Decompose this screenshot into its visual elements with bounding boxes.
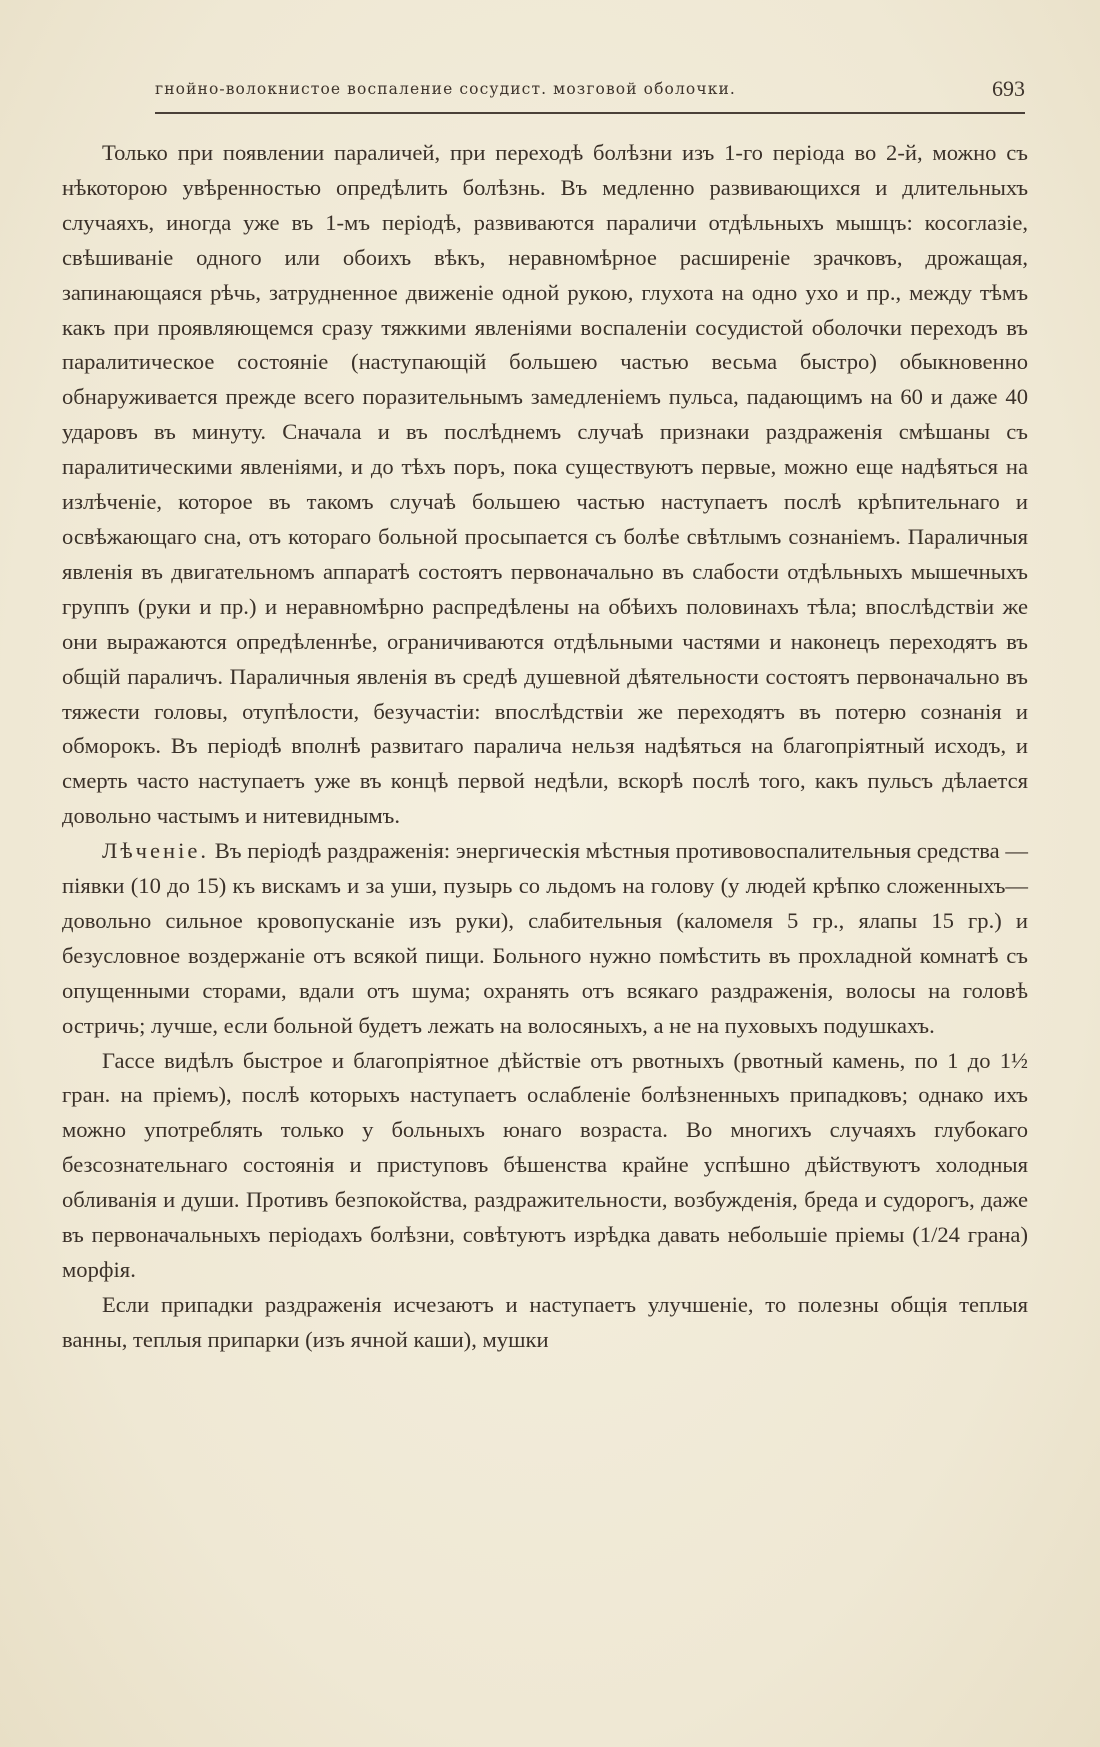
paragraph [62,834,1028,1043]
paragraph-text: Гассе видѣлъ быстрое и благопріятное дѣйствіе отъ рвотныхъ (рвотный камень, по 1 до 1½ гран. на пріемъ), послѣ которыхъ наступаетъ ослабленіе болѣзненныхъ припадковъ; однако ихъ можно употреблять только у больныхъ юнаго возраста. Во многихъ случаяхъ глубокаго безсознательнаго состоянія и приступовъ бѣшенства крайне успѣшно дѣйствуютъ холодныя обливанія и души. Противъ безпокойства, раздражительности, возбужденія, бреда и судорогъ, даже въ первоначальныхъ періодахъ болѣзни, совѣтуютъ изрѣдка давать небольшіе пріемы (1/24 грана) морфія. [62,1047,1028,1282]
paragraph [62,136,1028,834]
paragraph-text: Въ періодѣ раздраженія: энергическія мѣстныя противовоспалительныя средства — піявки (10 до 15) къ вискамъ и за уши, пузырь со льдомъ на голову (у людей крѣпко сложенныхъ—довольно сильное кровопусканіе изъ руки), слабительныя (каломеля 5 гр., ялапы 15 гр.) и безусловное воздержаніе отъ всякой пищи. Больного нужно помѣстить въ прохладной комнатѣ съ опущенными сторами, вдали отъ шума; охранять отъ всякаго раздраженія, волосы на головѣ остричь; лучше, если больной будетъ лежать на волосяныхъ, а не на пуховыхъ подушкахъ. [62,838,1028,1038]
paragraph [62,1044,1028,1288]
section-heading-treatment: Лѣченіе. [102,838,210,864]
running-header [155,76,1025,114]
page-number: 693 [992,76,1025,101]
running-header-title: гнойно-волокнистое воспаление сосудист. мозговой оболочки. [155,80,736,98]
paragraph [62,1288,1028,1358]
paragraph-text: Если припадки раздраженія исчезаютъ и наступаетъ улучшеніе, то полезны общія теплыя ванны, теплыя припарки (изъ ячной каши), мушки [62,1291,1028,1352]
body-text [62,136,1028,1358]
paragraph-text: Только при появлении параличей, при переходѣ болѣзни изъ 1-го періода во 2-й, можно съ нѣкоторою увѣренностью опредѣлить болѣзнь. Въ медленно развивающихся и длительныхъ случаяхъ, иногда уже въ 1-мъ періодѣ, развиваются параличи отдѣльныхъ мышцъ: косоглазіе, свѣшиваніе одного или обоихъ вѣкъ, неравномѣрное расширеніе зрачковъ, дрожащая, запинающаяся рѣчь, затрудненное движеніе одной рукою, глухота на одно ухо и пр., между тѣмъ какъ при проявляющемся сразу тяжкими явленіями воспаленіи сосудистой оболочки переходъ въ паралитическое состояніе (наступающій большею частью весьма быстро) обыкновенно обнаруживается прежде всего поразительнымъ замедленіемъ пульса, падающимъ на 60 и даже 40 ударовъ въ минуту. Сначала и въ послѣднемъ случаѣ признаки раздраженія смѣшаны съ паралитическими явленіями, и до тѣхъ поръ, пока существуютъ первые, можно еще надѣяться на излѣченіе, которое въ такомъ случаѣ большею частью наступаетъ послѣ крѣпительнаго и освѣжающаго сна, отъ котораго больной просыпается съ болѣе свѣтлымъ сознаніемъ. Параличныя явленія въ двигательномъ аппаратѣ состоятъ первоначально въ слабости отдѣльныхъ мышечныхъ группъ (руки и пр.) и неравномѣрно распредѣлены на обѣихъ половинахъ тѣла; впослѣдствіи же они выражаются опредѣленнѣе, ограничиваются отдѣльными частями и наконецъ переходятъ въ общій параличъ. Параличныя явленія въ средѣ душевной дѣятельности состоятъ первоначально въ тяжести головы, отупѣлости, безучастіи: впослѣдствіи же переходятъ въ потерю сознанія и обморокъ. Въ періодѣ вполнѣ развитаго паралича нельзя надѣяться на благопріятный исходъ, и смерть часто наступаетъ уже въ концѣ первой недѣли, вскорѣ послѣ того, какъ пульсъ дѣлается довольно частымъ и нитевиднымъ. [62,140,1028,829]
